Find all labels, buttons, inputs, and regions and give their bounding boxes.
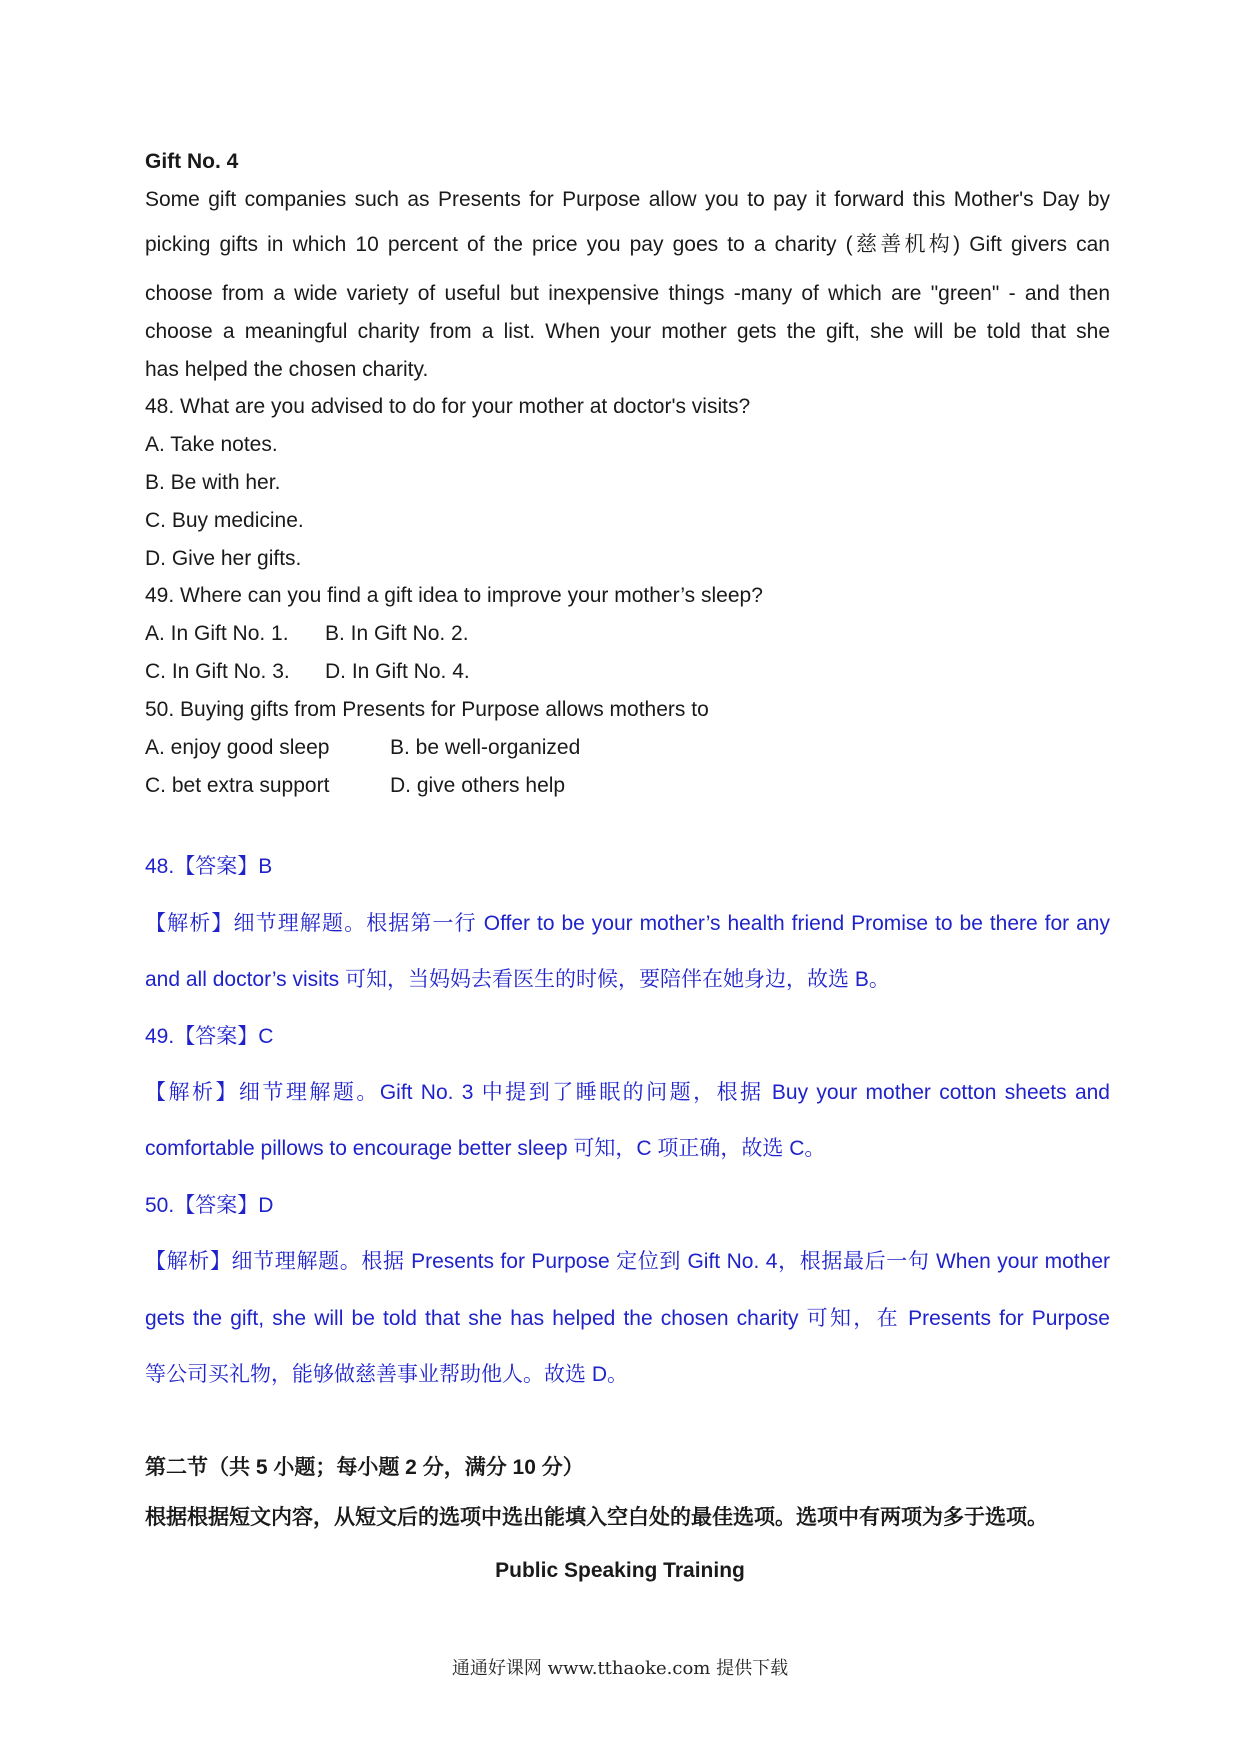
explanation-50-line: gets the gift, she will be told that she has helped the chosen charity 可知，在 Presents for Purpose (145, 1307, 1110, 1330)
passage-line: picking gifts in which 10 percent of the price you pay goes to a charity (慈善机构) Gift givers can (145, 233, 1110, 256)
question-48-stem: 48. What are you advised to do for your mother at doctor's visits? (145, 395, 751, 418)
explanation-50-line: 等公司买礼物，能够做慈善事业帮助他人。故选 D。 (145, 1363, 628, 1386)
question-50-option-b: B. be well-organized (390, 736, 581, 759)
page-footer: 通通好课网 www.tthaoke.com 提供下载 (451, 1658, 789, 1679)
answer-48: 48.【答案】B (145, 855, 273, 878)
explanation-49-line: 【解析】细节理解题。Gift No. 3 中提到了睡眠的问题，根据 Buy your mother cotton sheets and (145, 1081, 1110, 1104)
passage-line: Some gift companies such as Presents for Purpose allow you to pay it forward this Mother's Day by (145, 188, 1110, 211)
explanation-48-line: 【解析】细节理解题。根据第一行 Offer to be your mother’s health friend Promise to be there for any (145, 912, 1110, 935)
question-50-option-a: A. enjoy good sleep (145, 736, 330, 759)
question-48-option-b: B. Be with her. (145, 471, 281, 494)
question-50-option-c: C. bet extra support (145, 774, 330, 797)
question-48-option-a: A. Take notes. (145, 433, 278, 456)
passage-line: has helped the chosen charity. (145, 358, 429, 381)
explanation-48-line: and all doctor’s visits 可知，当妈妈去看医生的时候，要陪伴在她身边，故选 B。 (145, 968, 890, 991)
passage-line: choose from a wide variety of useful but inexpensive things -many of which are "green" - and then (145, 282, 1110, 305)
question-49-option-d: D. In Gift No. 4. (325, 660, 470, 683)
question-49-option-b: B. In Gift No. 2. (325, 622, 469, 645)
explanation-50-line: 【解析】细节理解题。根据 Presents for Purpose 定位到 Gift No. 4，根据最后一句 When your mother (145, 1250, 1110, 1273)
answer-50: 50.【答案】D (145, 1194, 274, 1217)
question-48-option-c: C. Buy medicine. (145, 509, 304, 532)
passage-title: Public Speaking Training (495, 1559, 745, 1582)
section-heading: 第二节（共 5 小题；每小题 2 分，满分 10 分） (145, 1456, 584, 1479)
explanation-49-line: comfortable pillows to encourage better sleep 可知，C 项正确，故选 C。 (145, 1137, 826, 1160)
question-49-option-c: C. In Gift No. 3. (145, 660, 290, 683)
question-48-option-d: D. Give her gifts. (145, 547, 302, 570)
question-50-stem: 50. Buying gifts from Presents for Purpose allows mothers to (145, 698, 709, 721)
question-49-stem: 49. Where can you find a gift idea to improve your mother’s sleep? (145, 584, 763, 607)
question-49-option-a: A. In Gift No. 1. (145, 622, 289, 645)
passage-line: choose a meaningful charity from a list. When your mother gets the gift, she will be told that she (145, 320, 1110, 343)
gift-heading: Gift No. 4 (145, 150, 239, 173)
section-instruction: 根据根据短文内容，从短文后的选项中选出能填入空白处的最佳选项。选项中有两项为多于选项。 (145, 1506, 1048, 1529)
answer-49: 49.【答案】C (145, 1025, 274, 1048)
question-50-option-d: D. give others help (390, 774, 566, 797)
